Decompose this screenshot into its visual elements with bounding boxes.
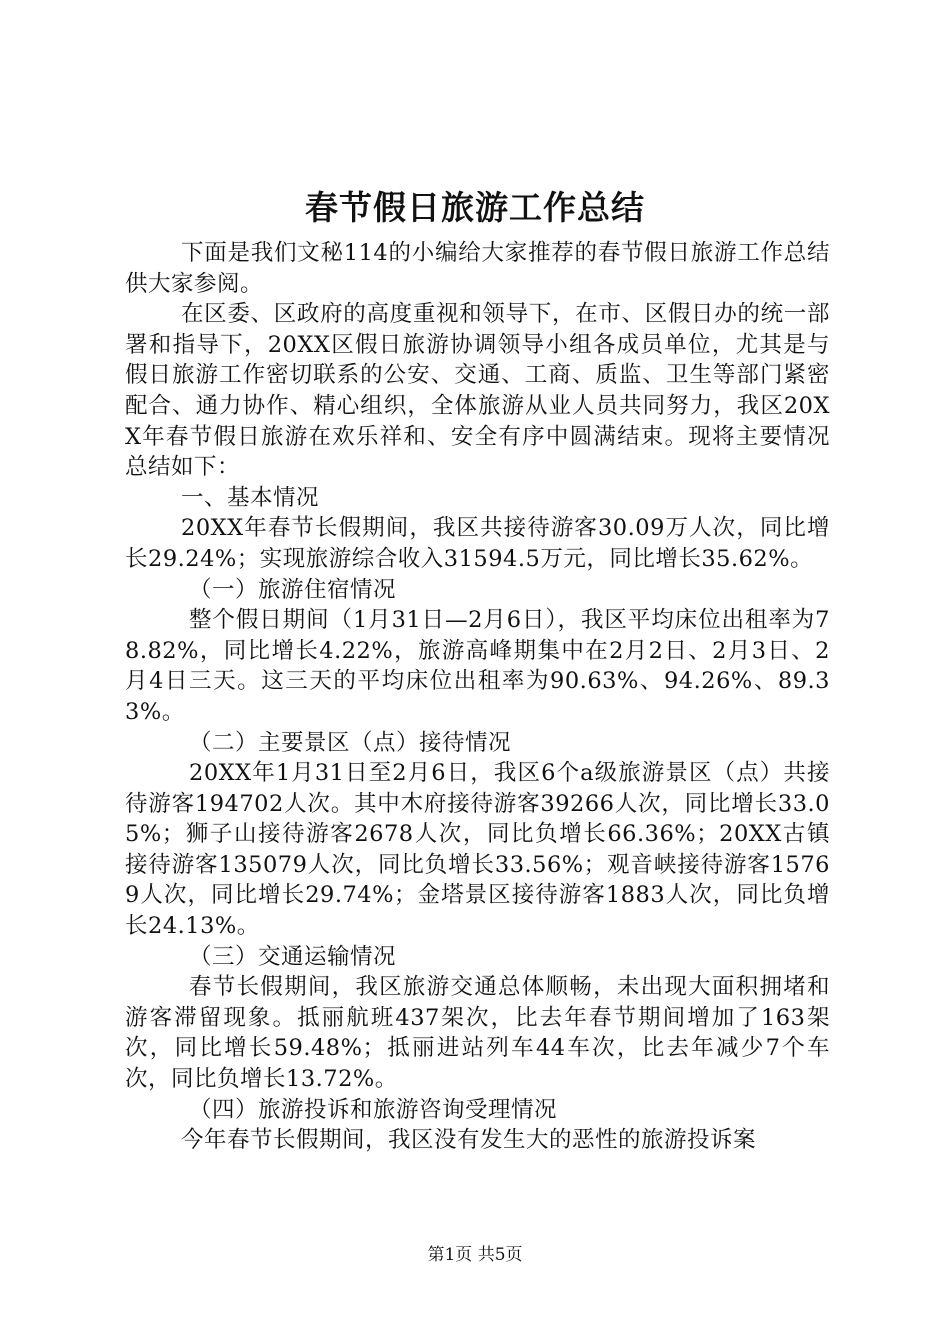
subsection-heading-complaints: （四）旅游投诉和旅游咨询受理情况 bbox=[189, 1096, 558, 1123]
subsection-heading-scenic: （二）主要景区（点）接待情况 bbox=[189, 729, 512, 756]
paragraph-transport: 春节长假期间，我区旅游交通总体顺畅，未出现大面积拥堵和游客滞留现象。抵丽航班437架次，比去年春节期间增加了163架次，同比增长59.48%；抵丽进站列车44车次，比去年减少7个车次，同比负增长13.72%。 bbox=[125, 974, 830, 1093]
paragraph-scenic: 20XX年1月31日至2月6日，我区6个a级旅游景区（点）共接待游客194702人次。其中木府接待游客39266人次，同比增长33.05%；狮子山接待游客2678人次，同比负增长66.36%；20XX古镇接待游客135079人次，同比负增长33.56%；观音峡接待游客15769人次，同比增长29.74%；金塔景区接待游客1883人次，同比负增长24.13%。 bbox=[125, 760, 830, 940]
subsection-heading-transport: （三）交通运输情况 bbox=[189, 943, 397, 970]
paragraph-basic: 20XX年春节长假期间，我区共接待游客30.09万人次，同比增长29.24%；实现旅游综合收入31594.5万元，同比增长35.62%。 bbox=[125, 515, 830, 572]
page-footer: 第1页 共5页 bbox=[427, 1245, 523, 1265]
document-title: 春节假日旅游工作总结 bbox=[305, 188, 645, 227]
section-heading-basic: 一、基本情况 bbox=[181, 484, 320, 511]
document-body bbox=[125, 238, 830, 1156]
paragraph-intro: 下面是我们文秘114的小编给大家推荐的春节假日旅游工作总结供大家参阅。 bbox=[125, 240, 830, 297]
subsection-heading-accommodation: （一）旅游住宿情况 bbox=[189, 576, 397, 603]
paragraph-accommodation: 整个假日期间（1月31日—2月6日），我区平均床位出租率为78.82%，同比增长4.22%，旅游高峰期集中在2月2日、2月3日、2月4日三天。这三天的平均床位出租率为90.63%、94.26%、89.33%。 bbox=[125, 607, 830, 725]
paragraph-complaints: 今年春节长假期间，我区没有发生大的恶性的旅游投诉案 bbox=[181, 1127, 757, 1154]
paragraph-overview: 在区委、区政府的高度重视和领导下，在市、区假日办的统一部署和指导下，20XX区假日旅游协调领导小组各成员单位，尤其是与假日旅游工作密切联系的公安、交通、工商、质监、卫生等部门紧密配合、通力协作、精心组织，全体旅游从业人员共同努力，我区20XX年春节假日旅游在欢乐祥和、安全有序中圆满结束。现将主要情况总结如下： bbox=[125, 301, 830, 481]
